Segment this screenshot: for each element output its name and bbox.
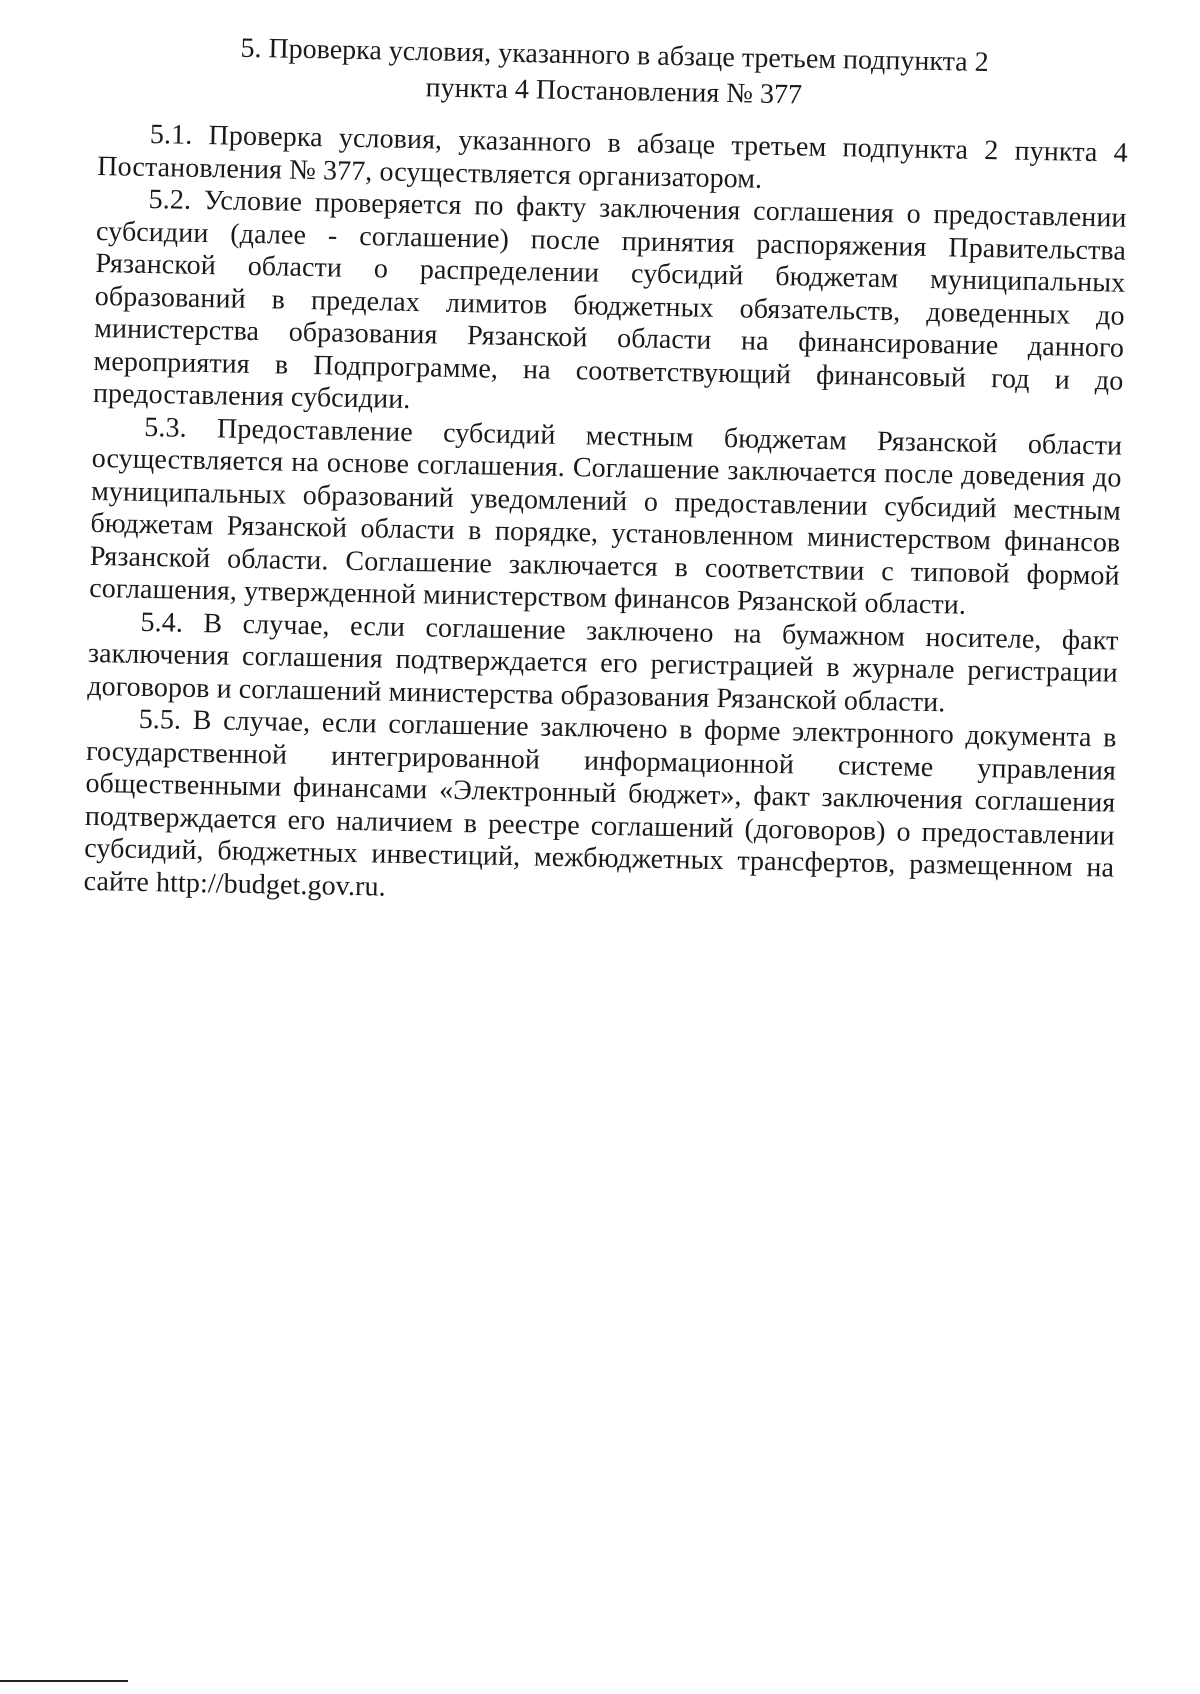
document-body (83, 28, 1130, 918)
section-heading (99, 28, 1130, 120)
paragraph-5-5: 5.5. В случае, если соглашение заключено в форме электронного документа в государственной интегрированной информационной системе управления общественными финансами «Электронный бюджет», факт заключения соглашения подтверждается его наличием в реестре соглашений (договоров) о предоставлении субсидий, бюджетных инвестиций, межбюджетных трансфертов, размещенном на сайте http://budget.gov.ru. (83, 703, 1117, 903)
bottom-rule-line (0, 1680, 128, 1682)
paragraph-5-4: 5.4. В случае, если соглашение заключено на бумажном носителе, факт заключения соглашения подтверждается его регистрацией в журнале регистрации договоров и соглашений министерства образования Рязанской области. (87, 606, 1119, 718)
paragraph-5-1: 5.1. Проверка условия, указанного в абзаце третьем подпункта 2 пункта 4 Постановления № 377, осуществляется организатором. (97, 118, 1129, 195)
section-heading-line-1: 5. Проверка условия, указанного в абзаце третьем подпункта 2 (240, 32, 989, 79)
section-heading-line-2: пункта 4 Постановления № 377 (425, 72, 803, 111)
paragraph-5-3: 5.3. Предоставление субсидий местным бюджетам Рязанской области осуществляется на основе соглашения. Соглашение заключается после доведения до муниципальных образований уведомлений о предоставлении субсидий местным бюджетам Рязанской области в порядке, установленном министерством финансов Рязанской области. Соглашение заключается в соответствии с типовой формой соглашения, утвержденной министерством финансов Рязанской области. (88, 411, 1123, 621)
paragraph-5-2: 5.2. Условие проверяется по факту заключения соглашения о предоставлении субсидии (далее - соглашение) после принятия распоряжения Правительства Рязанской области о распределении субсидий бюджетам муниципальных образований в пределах лимитов бюджетных обязательств, доведенных до министерства образования Рязанской области на финансирование данного мероприятия в Подпрограмме, на соответствующий финансовый год и до предоставления субсидии. (92, 183, 1127, 416)
